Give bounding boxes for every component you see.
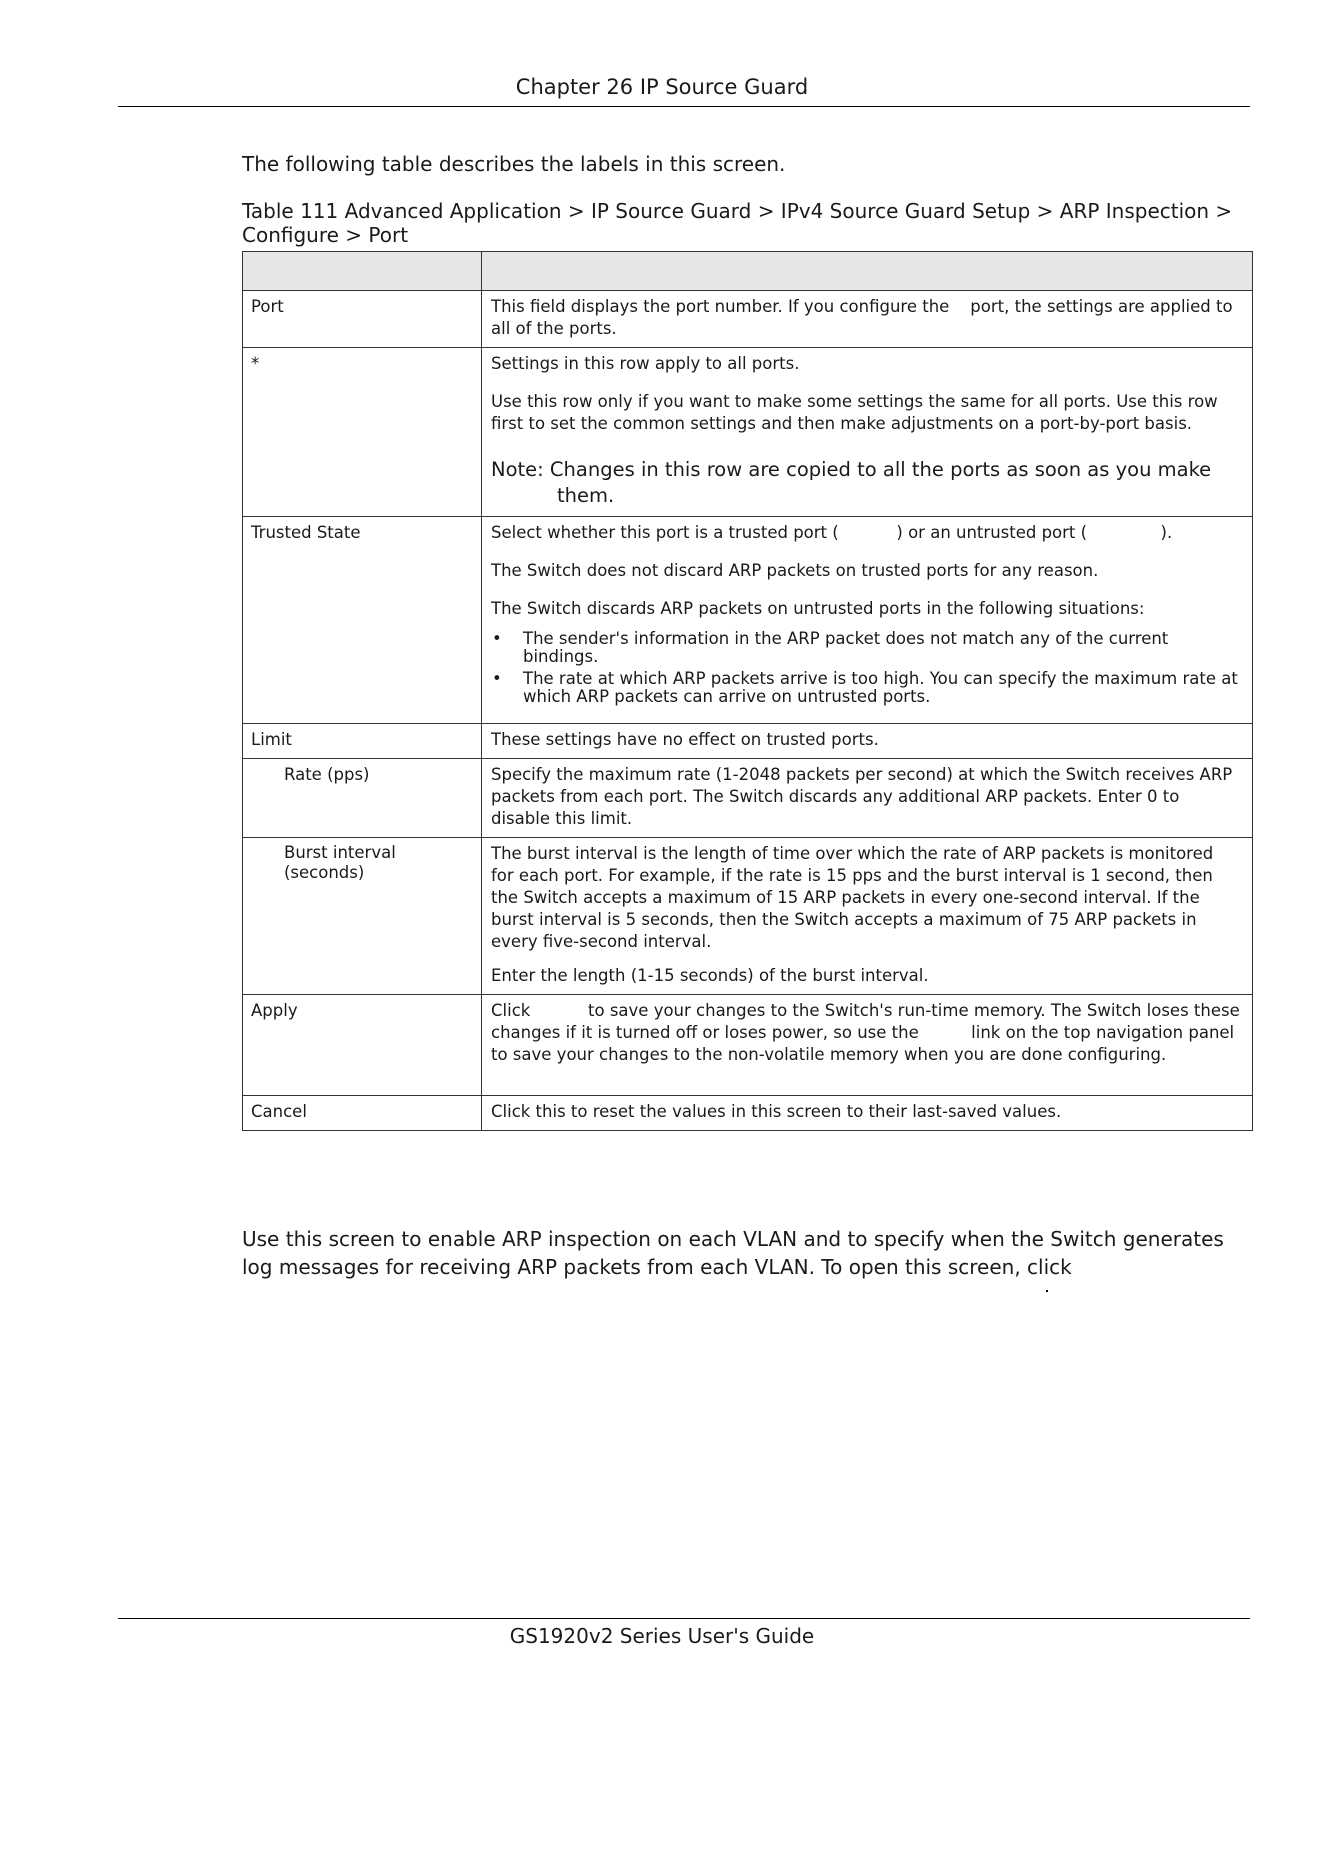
row-description bbox=[482, 348, 1253, 517]
row-label: * bbox=[243, 348, 482, 517]
intro-text: The following table describes the labels in this screen. bbox=[242, 152, 786, 176]
row-description bbox=[482, 291, 1253, 348]
row-label: Apply bbox=[243, 995, 482, 1096]
desc-paragraph: Click this to reset the values in this screen to their last-saved values. bbox=[491, 1102, 1062, 1121]
row-description bbox=[482, 1096, 1253, 1131]
table-row bbox=[243, 759, 1253, 838]
page-header-title: Chapter 26 IP Source Guard bbox=[515, 75, 809, 99]
row-label: Trusted State bbox=[243, 517, 482, 724]
table-row bbox=[243, 995, 1253, 1096]
desc-paragraph: Enter the length (1-15 seconds) of the burst interval. bbox=[491, 966, 929, 985]
desc-paragraph: Specify the maximum rate (1-2048 packets per second) at which the Switch receives ARP packets from each port. The Switch discards any additional ARP packets. Enter 0 to disable this limit. bbox=[491, 765, 1238, 828]
table-header-description-cell bbox=[482, 252, 1253, 291]
footer-rule bbox=[118, 1618, 1250, 1619]
row-label: Limit bbox=[243, 724, 482, 759]
header-rule bbox=[118, 106, 1250, 107]
row-label: Port bbox=[243, 291, 482, 348]
desc-paragraph: Click to save your changes to the Switch's run-time memory. The Switch loses these changes if it is turned off or loses power, so use the link on the top navigation panel to save your changes to the non-volatile memory when you are done configuring. bbox=[491, 1001, 1245, 1064]
desc-paragraph: The burst interval is the length of time over which the rate of ARP packets is monitored for each port. For example, if the rate is 15 pps and the burst interval is 1 second, then the Switch accepts a maximum of 15 ARP packets in every one-second interval. If the burst interval is 5 seconds, then the Switch accepts a maximum of 75 ARP packets in every five-second interval. bbox=[491, 844, 1219, 951]
table-row bbox=[243, 348, 1253, 517]
table-row bbox=[243, 838, 1253, 995]
bullet-item: • The rate at which ARP packets arrive is too high. You can specify the maximum rate at which ARP packets can arrive on untrusted ports. bbox=[491, 670, 1240, 706]
row-description bbox=[482, 759, 1253, 838]
page-footer-title: GS1920v2 Series User's Guide bbox=[509, 1624, 815, 1648]
table-row bbox=[243, 724, 1253, 759]
row-description bbox=[482, 724, 1253, 759]
table-header-row bbox=[243, 252, 1253, 291]
desc-paragraph: Select whether this port is a trusted port ( ) or an untrusted port ( ). bbox=[491, 523, 1173, 542]
row-description bbox=[482, 517, 1253, 724]
table-row bbox=[243, 1096, 1253, 1131]
row-label: Cancel bbox=[243, 1096, 482, 1131]
desc-paragraph: This field displays the port number. If you configure the port, the settings are applied to all of the ports. bbox=[491, 297, 1238, 338]
row-description bbox=[482, 838, 1253, 995]
desc-paragraph: These settings have no effect on trusted ports. bbox=[491, 730, 879, 749]
desc-paragraph: Settings in this row apply to all ports. bbox=[491, 354, 800, 373]
row-label: Rate (pps) bbox=[243, 759, 482, 838]
row-description bbox=[482, 995, 1253, 1096]
row-label bbox=[243, 838, 482, 995]
table-row bbox=[243, 517, 1253, 724]
row-label-text: Burst interval (seconds) bbox=[284, 843, 396, 882]
stray-dot bbox=[1046, 1290, 1048, 1292]
table-caption: Table 111 Advanced Application > IP Source Guard > IPv4 Source Guard Setup > ARP Inspection > Configure > Port bbox=[242, 199, 1233, 247]
desc-paragraph: The Switch discards ARP packets on untrusted ports in the following situations: bbox=[491, 599, 1145, 618]
table-row bbox=[243, 291, 1253, 348]
note-text: Note: Changes in this row are copied to all the ports as soon as you make them. bbox=[491, 458, 1218, 507]
table-header-label-cell bbox=[243, 252, 482, 291]
body-paragraph: Use this screen to enable ARP inspection on each VLAN and to specify when the Switch generates log messages for receiving ARP packets from each VLAN. To open this screen, click bbox=[242, 1227, 1224, 1279]
desc-paragraph: The Switch does not discard ARP packets on trusted ports for any reason. bbox=[491, 561, 1099, 580]
bullet-item: • The sender's information in the ARP packet does not match any of the current bindings. bbox=[491, 630, 1240, 666]
desc-paragraph: Use this row only if you want to make some settings the same for all ports. Use this row first to set the common settings and then make adjustments on a port-by-port basis. bbox=[491, 392, 1223, 433]
description-table bbox=[242, 251, 1253, 1131]
